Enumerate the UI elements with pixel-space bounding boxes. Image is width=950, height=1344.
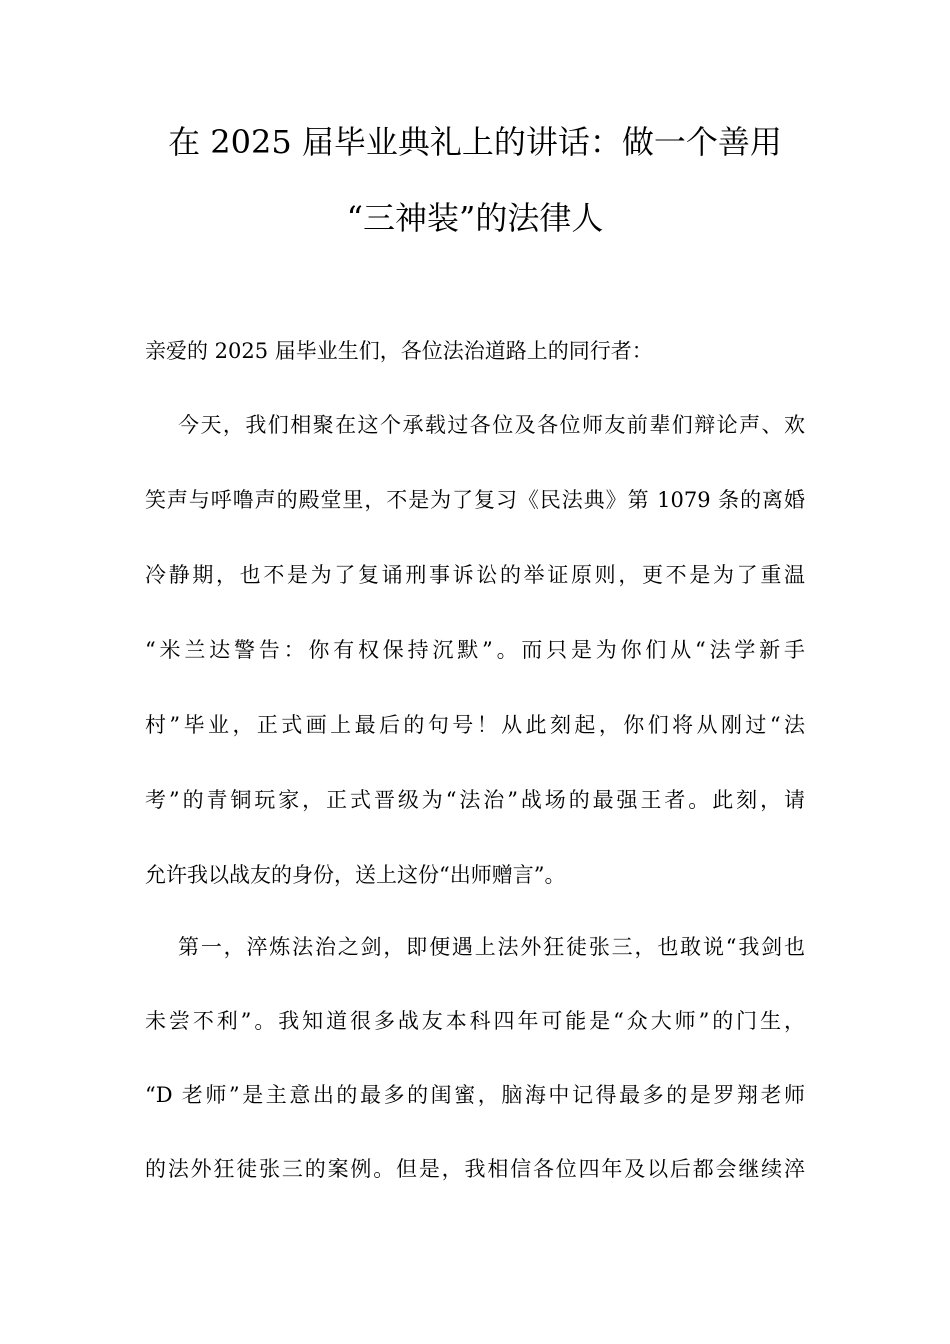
paragraph-1-line-5: 村”毕业，正式画上最后的句号！从此刻起，你们将从刚过“法: [145, 713, 805, 737]
salutation: 亲爱的 2025 届毕业生们，各位法治道路上的同行者：: [145, 339, 653, 363]
document-title-line-2: “三神装”的法律人: [346, 199, 604, 237]
paragraph-1-line-2: 笑声与呼噜声的殿堂里，不是为了复习《民法典》第 1079 条的离婚: [145, 488, 805, 512]
paragraph-1-line-1: 今天，我们相聚在这个承载过各位及各位师友前辈们辩论声、欢: [178, 413, 805, 437]
paragraph-1-line-6: 考”的青铜玩家，正式晋级为“法治”战场的最强王者。此刻，请: [145, 788, 805, 812]
paragraph-1-line-7: 允许我以战友的身份，送上这份“出师赠言”。: [145, 863, 566, 887]
document-title-line-1: 在 2025 届毕业典礼上的讲话：做一个善用: [168, 123, 782, 161]
paragraph-2-line-3: “D 老师”是主意出的最多的闺蜜，脑海中记得最多的是罗翔老师: [145, 1083, 805, 1107]
paragraph-2-line-2: 未尝不利”。我知道很多战友本科四年可能是“众大师”的门生，: [145, 1009, 805, 1033]
paragraph-2-line-1: 第一，淬炼法治之剑，即便遇上法外狂徒张三，也敢说“我剑也: [178, 935, 805, 959]
paragraph-1-line-3: 冷静期，也不是为了复诵刑事诉讼的举证原则，更不是为了重温: [145, 563, 805, 587]
paragraph-1-line-4: “米兰达警告：你有权保持沉默”。而只是为你们从“法学新手: [145, 638, 805, 662]
paragraph-2-line-4: 的法外狂徒张三的案例。但是，我相信各位四年及以后都会继续淬: [145, 1157, 805, 1181]
